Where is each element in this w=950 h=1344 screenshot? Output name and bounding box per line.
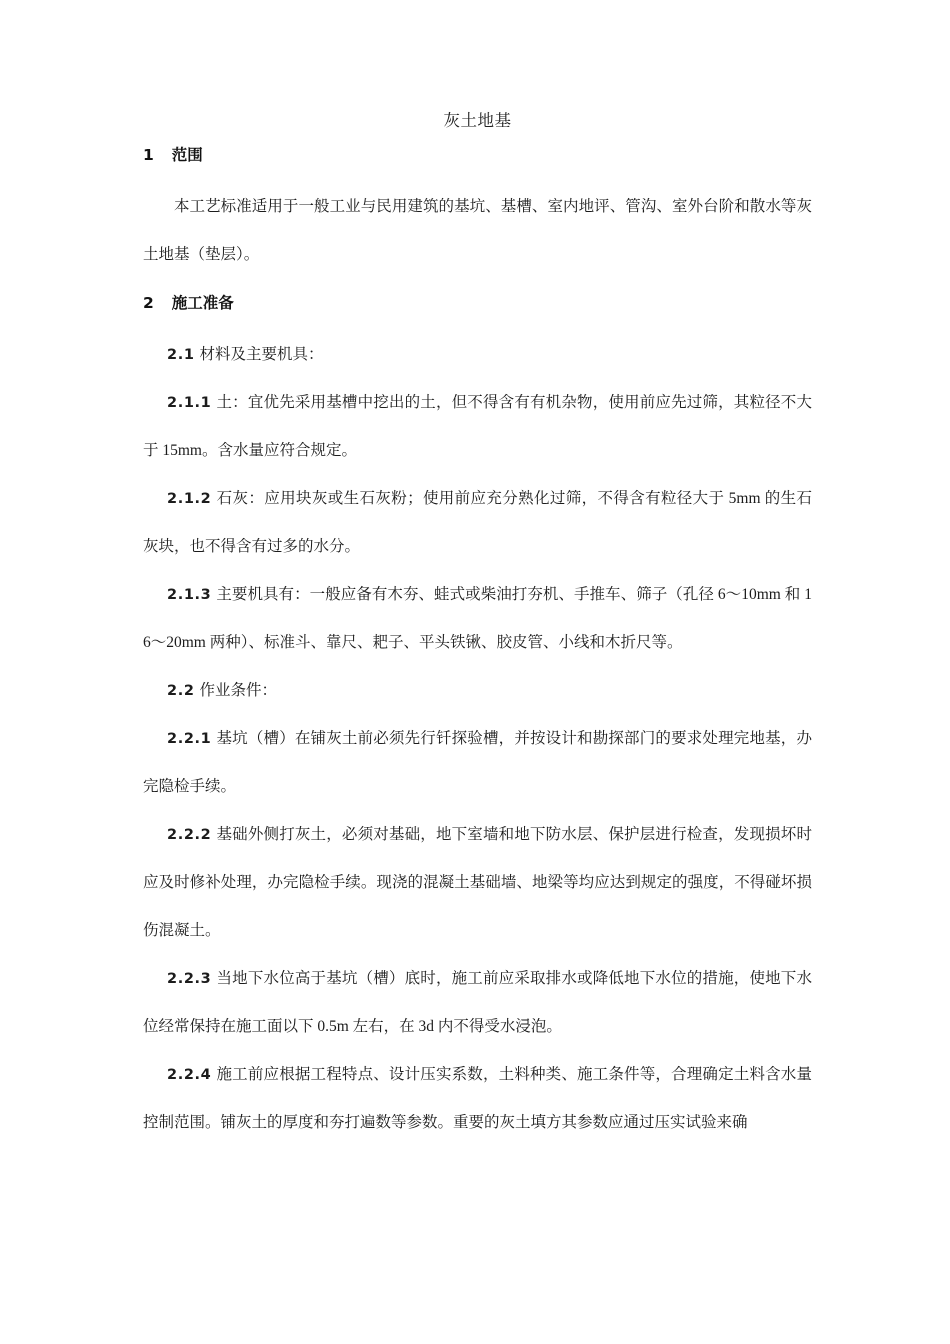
- section-title-2: 施工准备: [171, 293, 234, 312]
- clause-paragraph: [143, 667, 812, 715]
- clause-paragraph: [143, 811, 812, 955]
- clause-number: 2.2.4: [167, 1066, 212, 1083]
- clause-paragraph: [143, 1051, 812, 1147]
- clause-text: 主要机具有：一般应备有木夯、蛙式或柴油打夯机、手推车、筛子（孔径 6〜10mm 和 16〜20mm 两种）、标准斗、靠尺、耙子、平头铁锹、胶皮管、小线和木折尺等。: [143, 585, 812, 651]
- clause-text: 石灰：应用块灰或生石灰粉；使用前应充分熟化过筛，不得含有粒径大于 5mm 的生石灰块，也不得含有过多的水分。: [143, 489, 812, 555]
- section-heading-2: [143, 293, 812, 314]
- clause-number: 2.2.3: [167, 970, 212, 987]
- clause-paragraph: [143, 955, 812, 1051]
- clause-number: 2.1.3: [167, 586, 212, 603]
- page-title: 灰土地基: [443, 111, 512, 130]
- clause-text: 材料及主要机具：: [199, 345, 324, 363]
- section-title-1: 范围: [171, 145, 203, 164]
- clause-paragraph: [143, 715, 812, 811]
- clause-paragraph: [143, 379, 812, 475]
- paragraph: [143, 183, 812, 279]
- clause-text: 当地下水位高于基坑（槽）底时，施工前应采取排水或降低地下水位的措施，使地下水位经常保持在施工面以下 0.5m 左右，在 3d 内不得受水浸泡。: [143, 969, 812, 1035]
- clause-number: 2.1.2: [167, 490, 212, 507]
- clause-number: 2.1.1: [167, 394, 212, 411]
- clause-paragraph: [143, 571, 812, 667]
- clause-text: 土：宜优先采用基槽中挖出的土，但不得含有有机杂物，使用前应先过筛，其粒径不大于 15mm。含水量应符合规定。: [143, 393, 812, 459]
- clause-text: 作业条件：: [199, 681, 278, 699]
- clause-text: 基坑（槽）在铺灰土前必须先行钎探验槽，并按设计和勘探部门的要求处理完地基，办完隐检手续。: [143, 729, 812, 795]
- section-heading-1: [143, 145, 812, 166]
- clause-number: 2.2.2: [167, 826, 212, 843]
- clause-paragraph: [143, 475, 812, 571]
- section-number-2: 2: [143, 293, 154, 312]
- clause-text: 施工前应根据工程特点、设计压实系数，土料种类、施工条件等，合理确定土料含水量控制范围。铺灰土的厚度和夯打遍数等参数。重要的灰土填方其参数应通过压实试验来确: [143, 1065, 812, 1131]
- section-number-1: 1: [143, 145, 154, 164]
- clause-number: 2.2.1: [167, 730, 212, 747]
- clause-paragraph: [143, 331, 812, 379]
- paragraph-text: 本工艺标准适用于一般工业与民用建筑的基坑、基槽、室内地评、管沟、室外台阶和散水等灰土地基（垫层）。: [143, 197, 812, 263]
- document-body: [143, 0, 812, 1147]
- clause-number: 2.1: [167, 346, 195, 363]
- clause-number: 2.2: [167, 682, 195, 699]
- clause-text: 基础外侧打灰土，必须对基础，地下室墙和地下防水层、保护层进行检查，发现损坏时应及时修补处理，办完隐检手续。现浇的混凝土基础墙、地梁等均应达到规定的强度，不得碰坏损伤混凝土。: [143, 825, 812, 939]
